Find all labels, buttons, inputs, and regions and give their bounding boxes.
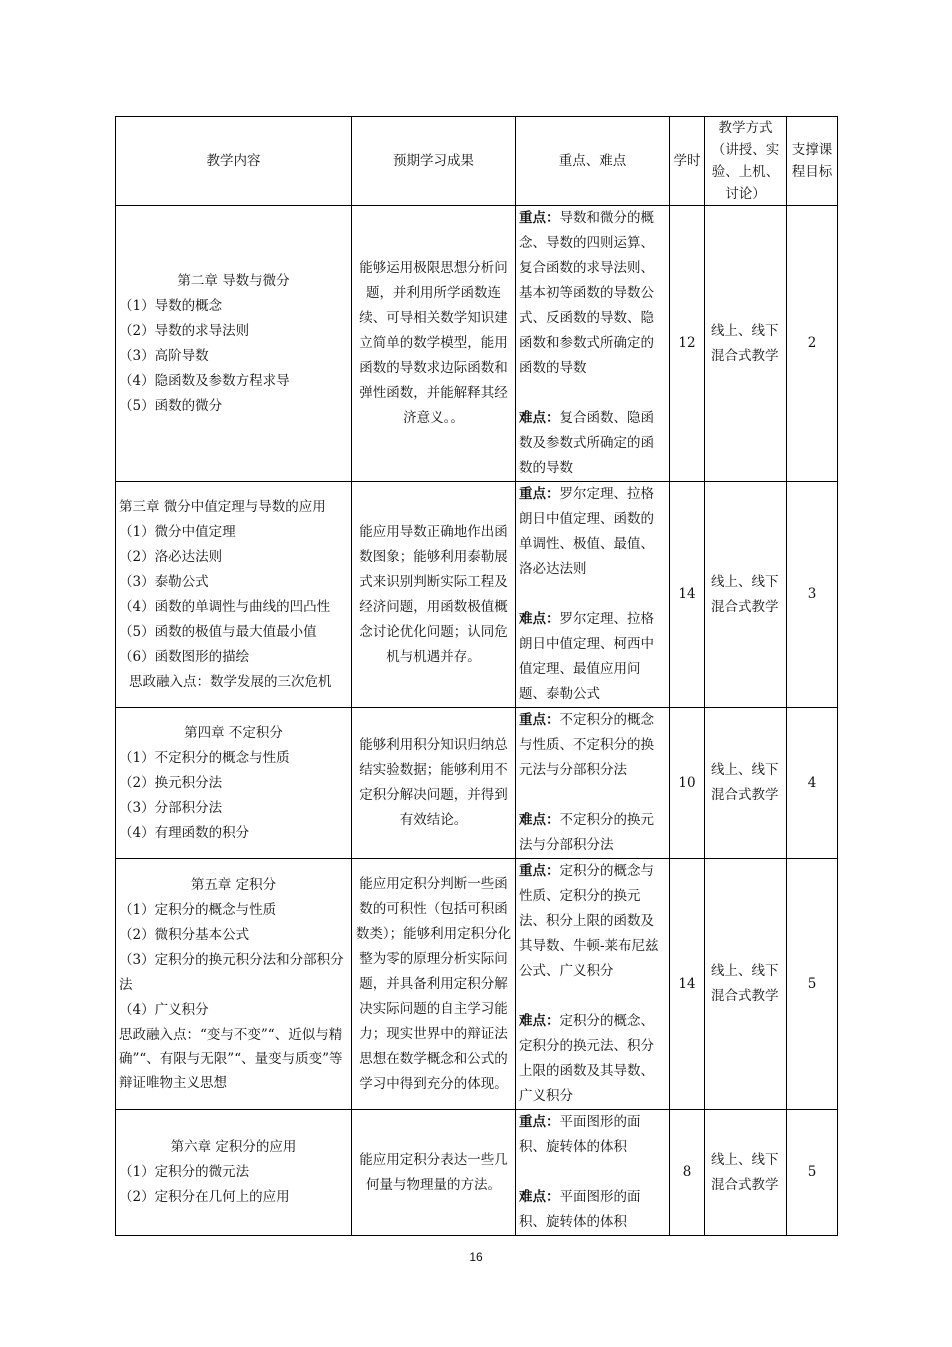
hours-cell: 14 bbox=[670, 482, 705, 708]
header-key-points: 重点、难点 bbox=[516, 117, 670, 206]
list-item: （5）函数的微分 bbox=[119, 397, 223, 414]
list-item: （2）换元积分法 bbox=[119, 774, 223, 791]
sizheng-note: 思政融入点：数学发展的三次危机 bbox=[129, 674, 332, 690]
chapter-title: 第三章 微分中值定理与导数的应用 bbox=[119, 499, 326, 515]
goal-cell: 2 bbox=[787, 206, 838, 482]
list-item: （2）洛必达法则 bbox=[119, 549, 223, 565]
content-cell bbox=[116, 708, 352, 859]
outcome-cell: 能够利用积分知识归纳总结实验数据；能够利用不定积分解决问题，并得到有效结论。 bbox=[352, 708, 516, 859]
difficult-text: 不定积分的换元法与分部积分法 bbox=[519, 812, 654, 853]
key-text: 不定积分的概念与性质、不定积分的换元法与分部积分法 bbox=[519, 712, 654, 778]
list-item: （4）有理函数的积分 bbox=[119, 824, 250, 841]
goal-cell: 5 bbox=[787, 1110, 838, 1236]
list-item: （3）分部积分法 bbox=[119, 799, 223, 816]
difficult-text: 复合函数、隐函数及参数式所确定的函数的导数 bbox=[519, 410, 654, 476]
table-row bbox=[116, 206, 838, 482]
chapter-title: 第六章 定积分的应用 bbox=[170, 1139, 297, 1155]
content-cell bbox=[116, 859, 352, 1110]
list-item: （1）导数的概念 bbox=[119, 297, 223, 314]
syllabus-table bbox=[115, 116, 838, 1236]
key-label: 重点： bbox=[519, 863, 560, 879]
hours-cell: 12 bbox=[670, 206, 705, 482]
table-row bbox=[116, 708, 838, 859]
list-item: （4）广义积分 bbox=[119, 1002, 209, 1018]
content-cell bbox=[116, 1110, 352, 1236]
difficult-label: 难点： bbox=[519, 611, 560, 627]
content-cell bbox=[116, 482, 352, 708]
difficult-label: 难点： bbox=[519, 410, 560, 426]
key-points-cell bbox=[516, 1110, 670, 1236]
difficult-label: 难点： bbox=[519, 1189, 560, 1205]
content-cell bbox=[116, 206, 352, 482]
key-label: 重点： bbox=[519, 486, 560, 502]
outcome-cell: 能应用导数正确地作出函数图象；能够利用泰勒展式来识别判断实际工程及经济问题，用函数极值概念讨论优化问题；认同危机与机遇并存。 bbox=[352, 482, 516, 708]
header-row bbox=[116, 117, 838, 206]
header-content: 教学内容 bbox=[116, 117, 352, 206]
chapter-title: 第五章 定积分 bbox=[190, 877, 277, 893]
method-cell: 线上、线下混合式教学 bbox=[705, 708, 787, 859]
list-item: （1）定积分的微元法 bbox=[119, 1164, 250, 1180]
header-goal: 支撑课程目标 bbox=[787, 117, 838, 206]
list-item: （1）定积分的概念与性质 bbox=[119, 902, 277, 918]
outcome-cell: 能应用定积分表达一些几何量与物理量的方法。 bbox=[352, 1110, 516, 1236]
chapter-title: 第四章 不定积分 bbox=[184, 724, 283, 741]
header-method: 教学方式（讲授、实验、上机、讨论） bbox=[705, 117, 787, 206]
method-cell: 线上、线下混合式教学 bbox=[705, 206, 787, 482]
method-cell: 线上、线下混合式教学 bbox=[705, 859, 787, 1110]
list-item: （2）微积分基本公式 bbox=[119, 927, 250, 943]
list-item: （3）高阶导数 bbox=[119, 347, 209, 364]
difficult-label: 难点： bbox=[519, 1013, 560, 1029]
list-item: （3）泰勒公式 bbox=[119, 574, 209, 590]
list-item: （5）函数的极值与最大值最小值 bbox=[119, 624, 317, 640]
key-text: 平面图形的面积、旋转体的体积 bbox=[519, 1114, 641, 1155]
key-points-cell bbox=[516, 708, 670, 859]
hours-cell: 14 bbox=[670, 859, 705, 1110]
difficult-text: 定积分的概念、定积分的换元法、积分上限的函数及其导数、广义积分 bbox=[519, 1013, 654, 1104]
list-item: （4）隐函数及参数方程求导 bbox=[119, 372, 290, 389]
key-points-cell bbox=[516, 859, 670, 1110]
page-number: 16 bbox=[469, 1250, 483, 1264]
list-item: （4）函数的单调性与曲线的凹凸性 bbox=[119, 599, 331, 615]
list-item: （2）定积分在几何上的应用 bbox=[119, 1189, 290, 1205]
key-points-cell bbox=[516, 206, 670, 482]
key-points-cell bbox=[516, 482, 670, 708]
goal-cell: 3 bbox=[787, 482, 838, 708]
header-hours: 学时 bbox=[670, 117, 705, 206]
outcome-cell: 能应用定积分判断一些函数的可积性（包括可积函数类）；能够利用定积分化整为零的原理分析实际问题，并具备利用定积分解决实际问题的自主学习能力；现实世界中的辩证法思想在数学概念和公式的学习中得到充分的体现。 bbox=[352, 859, 516, 1110]
chapter-title: 第二章 导数与微分 bbox=[177, 272, 290, 289]
list-item: （6）函数图形的描绘 bbox=[119, 649, 250, 665]
key-label: 重点： bbox=[519, 712, 560, 728]
key-label: 重点： bbox=[519, 210, 560, 226]
key-text: 定积分的概念与性质、定积分的换元法、积分上限的函数及其导数、牛顿-莱布尼兹公式、广义积分 bbox=[519, 863, 659, 979]
sizheng-note: 思政融入点：“变与不变”“、近似与精确”“、有限与无限”“、量变与质变”等辩证唯物主义思想 bbox=[119, 1027, 343, 1091]
list-item: （1）不定积分的概念与性质 bbox=[119, 749, 290, 766]
list-item: （2）导数的求导法则 bbox=[119, 322, 250, 339]
key-text: 罗尔定理、拉格朗日中值定理、函数的单调性、极值、最值、洛必达法则 bbox=[519, 486, 654, 577]
goal-cell: 5 bbox=[787, 859, 838, 1110]
difficult-text: 罗尔定理、拉格朗日中值定理、柯西中值定理、最值应用问题、泰勒公式 bbox=[519, 611, 654, 702]
goal-cell: 4 bbox=[787, 708, 838, 859]
header-outcome: 预期学习成果 bbox=[352, 117, 516, 206]
hours-cell: 10 bbox=[670, 708, 705, 859]
list-item: （1）微分中值定理 bbox=[119, 524, 236, 540]
difficult-text: 平面图形的面积、旋转体的体积 bbox=[519, 1189, 641, 1230]
method-cell: 线上、线下混合式教学 bbox=[705, 1110, 787, 1236]
table-row bbox=[116, 1110, 838, 1236]
difficult-label: 难点： bbox=[519, 812, 560, 828]
hours-cell: 8 bbox=[670, 1110, 705, 1236]
key-label: 重点： bbox=[519, 1114, 560, 1130]
method-cell: 线上、线下混合式教学 bbox=[705, 482, 787, 708]
outcome-cell: 能够运用极限思想分析问题，并利用所学函数连续、可导相关数学知识建立简单的数学模型，能用函数的导数求边际函数和弹性函数，并能解释其经济意义。。 bbox=[352, 206, 516, 482]
table-row bbox=[116, 859, 838, 1110]
table-row bbox=[116, 482, 838, 708]
list-item: （3）定积分的换元积分法和分部积分法 bbox=[119, 952, 344, 993]
key-text: 导数和微分的概念、导数的四则运算、复合函数的求导法则、基本初等函数的导数公式、反函数的导数、隐函数和参数式所确定的函数的导数 bbox=[519, 210, 654, 376]
